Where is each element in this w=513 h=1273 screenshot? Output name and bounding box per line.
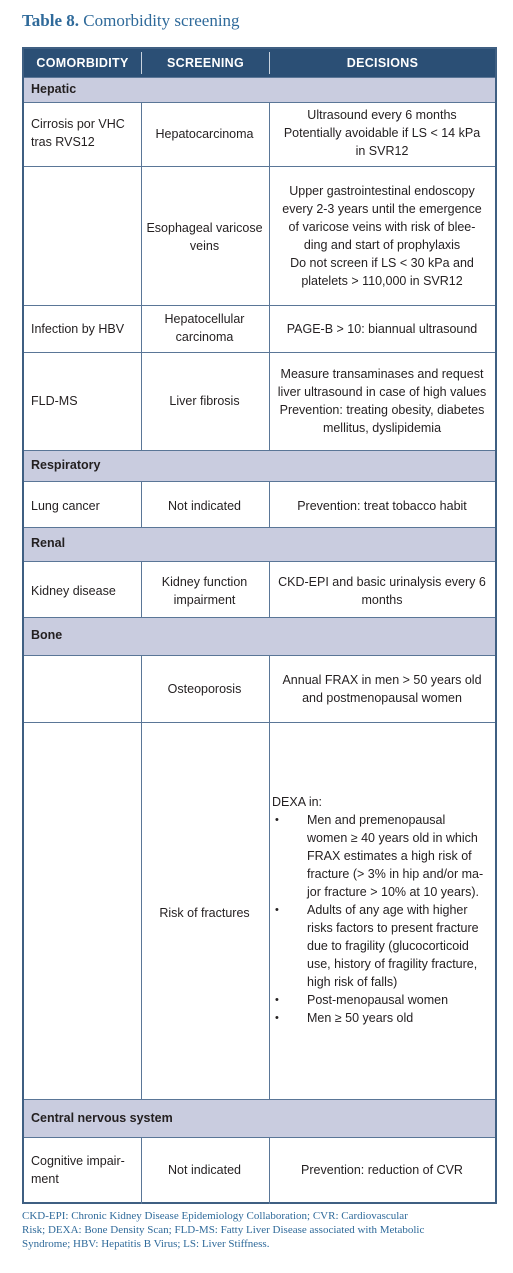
cell-line: • Men ≥ 50 years old: [307, 1011, 414, 1025]
cell-line: Hepatocellular: [164, 312, 245, 326]
section-cns: [24, 1100, 495, 1137]
table-number: Table 8.: [22, 11, 80, 30]
cell-comorbidity-cognitive: [31, 1152, 139, 1188]
section-label: Hepatic: [31, 82, 77, 96]
header-decisions: DECISIONS: [346, 56, 419, 70]
section-label: Bone: [31, 628, 63, 642]
cell-line: Prevention: reduction of CVR: [301, 1163, 463, 1177]
cell-line: PAGE-B > 10: biannual ultrasound: [286, 322, 478, 336]
cell-line: FRAX estimates a high risk of: [307, 849, 472, 863]
cell-decisions-cognitive: [272, 1161, 492, 1179]
cell-line: veins: [189, 239, 220, 253]
cell-line: Not indicated: [168, 499, 241, 513]
header-screening: SCREENING: [166, 56, 245, 70]
row-divider: [24, 305, 495, 306]
row-divider: [24, 1137, 495, 1138]
cell-screening-varices: [141, 219, 268, 255]
section-label: Central nervous system: [31, 1111, 173, 1125]
row-divider: [24, 527, 495, 528]
cell-screening-cognitive: [141, 1161, 268, 1179]
cell-line: Potentially avoidable if LS < 14 kPa: [283, 126, 481, 140]
cell-line: use, history of fragility fracture,: [307, 957, 478, 971]
cell-decisions-cirrosis: [272, 106, 492, 160]
cell-line: Ultrasound every 6 months: [307, 108, 457, 122]
section-label: Renal: [31, 536, 66, 550]
cell-decisions-kidney: [272, 573, 492, 609]
cell-line: tras RVS12: [31, 135, 95, 149]
row-divider: [24, 102, 495, 103]
row-divider: [24, 561, 495, 562]
cell-line: Measure transaminases and request: [280, 367, 484, 381]
footnote-line: CKD-EPI: Chronic Kidney Disease Epidemiology Collaboration; CVR: Cardiovascular: [22, 1210, 408, 1222]
cell-line: mellitus, dyslipidemia: [322, 421, 442, 435]
cell-screening-lung: [141, 497, 268, 515]
cell-line: of varicose veins with risk of blee-: [288, 220, 476, 234]
cell-line: Cirrosis por VHC: [31, 117, 125, 131]
list-item: [272, 901, 492, 991]
dexa-intro: DEXA in:: [272, 795, 323, 809]
cell-decisions-fracture: [272, 793, 492, 1027]
cell-line: Upper gastrointestinal endoscopy: [289, 184, 475, 198]
cell-comorbidity-kidney: [31, 582, 139, 600]
cell-screening-fld: [141, 392, 268, 410]
footnote-line: Risk; DEXA: Bone Density Scan; FLD-MS: Fatty Liver Disease associated with Metabolic: [22, 1224, 425, 1236]
cell-line: risks factors to present fracture: [307, 921, 479, 935]
row-divider: [24, 481, 495, 482]
cell-screening-hbv: [141, 310, 268, 346]
cell-line: and postmenopausal women: [302, 691, 462, 705]
row-divider: [24, 450, 495, 451]
section-bone: [24, 618, 495, 655]
row-divider: [24, 617, 495, 618]
column-divider: [269, 1137, 270, 1204]
cell-line: in SVR12: [355, 144, 409, 158]
cell-line: FLD-MS: [31, 394, 78, 408]
cell-line: Cognitive impair-: [31, 1154, 125, 1168]
cell-line: • Post-menopausal women: [307, 993, 449, 1007]
footnote-line: Syndrome; HBV: Hepatitis B Virus; LS: Liver Stiffness.: [22, 1238, 270, 1250]
row-divider: [24, 352, 495, 353]
cell-line: Not indicated: [168, 1163, 241, 1177]
section-label: Respiratory: [31, 458, 101, 472]
cell-line: Annual FRAX in men > 50 years old: [282, 673, 482, 687]
list-item: [272, 811, 492, 901]
table-title: [22, 11, 240, 31]
cell-line: • Men and premenopausal: [307, 813, 446, 827]
column-divider: [269, 561, 270, 617]
cell-line: every 2-3 years until the emergence: [282, 202, 482, 216]
cell-line: Risk of fractures: [159, 906, 250, 920]
row-divider: [24, 722, 495, 723]
cell-line: Prevention: treat tobacco habit: [297, 499, 467, 513]
cell-line: Hepatocarcinoma: [155, 127, 254, 141]
column-divider: [269, 481, 270, 527]
list-item: [272, 1009, 492, 1027]
cell-line: Liver fibrosis: [169, 394, 240, 408]
cell-line: due to fragility (glucocorticoid: [307, 939, 469, 953]
cell-line: carcinoma: [175, 330, 234, 344]
cell-decisions-lung: [272, 497, 492, 515]
cell-screening-osteo: [141, 680, 268, 698]
cell-line: ding and start of prophylaxis: [303, 238, 461, 252]
cell-line: impairment: [173, 593, 236, 607]
comorbidity-table: [22, 47, 497, 1204]
cell-line: Osteoporosis: [167, 682, 242, 696]
cell-line: liver ultrasound in case of high values: [277, 385, 487, 399]
cell-line: ment: [31, 1172, 59, 1186]
cell-decisions-fld: [272, 365, 492, 437]
cell-line: fracture (> 3% in hip and/or ma-: [307, 867, 484, 881]
cell-line: Kidney disease: [31, 584, 116, 598]
column-divider: [269, 655, 270, 1099]
dexa-criteria-list: [272, 811, 492, 1027]
table-header: [24, 49, 495, 77]
row-divider: [24, 77, 495, 78]
cell-screening-fracture: [141, 904, 268, 922]
list-item: [272, 991, 492, 1009]
cell-line: • Adults of any age with higher: [307, 903, 468, 917]
cell-comorbidity-fld: [31, 392, 139, 410]
cell-decisions-hbv: [272, 320, 492, 338]
cell-line: CKD-EPI and basic urinalysis every 6: [278, 575, 486, 589]
row-divider: [24, 166, 495, 167]
cell-line: Do not screen if LS < 30 kPa and: [290, 256, 474, 270]
row-divider: [24, 1099, 495, 1100]
cell-line: Lung cancer: [31, 499, 100, 513]
cell-screening-cirrosis: [141, 125, 268, 143]
cell-line: Kidney function: [161, 575, 248, 589]
cell-decisions-varices: [272, 182, 492, 290]
header-comorbidity: COMORBIDITY: [36, 56, 129, 70]
section-hepatic: [24, 78, 495, 102]
table-footnote: [22, 1209, 506, 1251]
cell-line: Infection by HBV: [31, 322, 125, 336]
cell-screening-kidney: [141, 573, 268, 609]
cell-line: months: [361, 593, 403, 607]
cell-comorbidity-hbv: [31, 320, 139, 338]
cell-line: Esophageal varicose: [146, 221, 263, 235]
row-divider: [24, 655, 495, 656]
cell-decisions-osteo: [272, 671, 492, 707]
column-divider: [141, 655, 142, 1099]
column-divider: [269, 102, 270, 450]
cell-line: Prevention: treating obesity, diabetes: [279, 403, 485, 417]
cell-line: jor fracture > 10% at 10 years).: [307, 885, 479, 899]
cell-comorbidity-lung: [31, 497, 139, 515]
section-respiratory: [24, 451, 495, 481]
section-renal: [24, 528, 495, 561]
cell-line: women ≥ 40 years old in which: [307, 831, 478, 845]
cell-line: high risk of falls): [307, 975, 398, 989]
table-caption: Comorbidity screening: [83, 11, 240, 30]
cell-comorbidity-cirrosis: [31, 115, 139, 151]
cell-line: platelets > 110,000 in SVR12: [301, 274, 463, 288]
